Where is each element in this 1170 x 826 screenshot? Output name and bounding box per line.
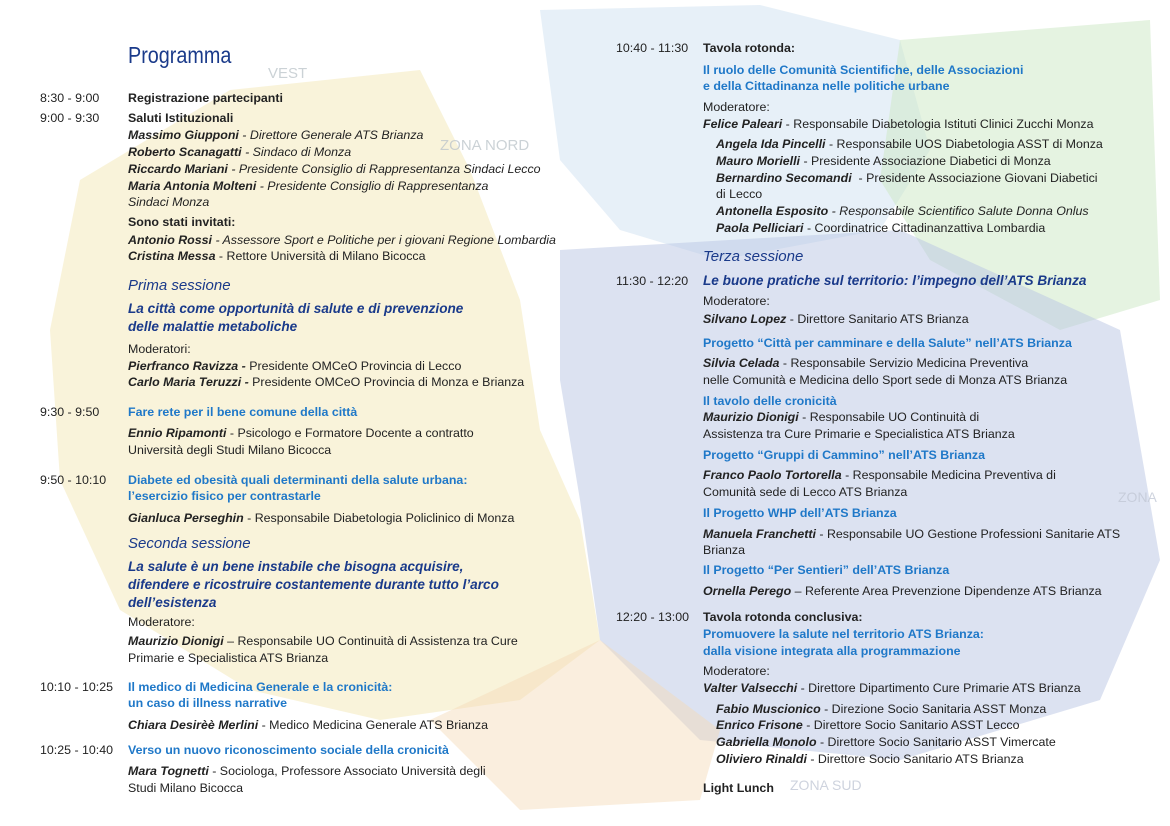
time-1040: 10:40 - 11:30	[616, 41, 689, 55]
time-830: 8:30 - 9:00	[40, 91, 100, 105]
time-1220: 12:20 - 13:00	[616, 610, 690, 624]
speaker-name: Riccardo Mariani	[128, 162, 228, 176]
moderator-line	[703, 680, 1081, 696]
speaker-name: Gabriella Monolo	[716, 735, 817, 749]
speaker-role: - Presidente Consiglio di Rappresentanza	[259, 179, 489, 193]
speaker-role: - Direttore Generale ATS Brianza	[242, 128, 424, 142]
saluti-heading: Saluti Istituzionali	[128, 111, 234, 125]
speaker-role: Presidente OMCeO Provincia di Lecco	[249, 359, 462, 373]
speaker-line	[128, 178, 488, 194]
panel-line	[716, 751, 1024, 767]
prima-sessione-label: Prima sessione	[128, 277, 231, 294]
speaker-name: Chiara Desirèè Merlini	[128, 718, 259, 732]
talk-title: Il ruolo delle Comunità Scientifiche, delle Associazioni	[703, 63, 1024, 77]
registrazione-heading: Registrazione partecipanti	[128, 91, 283, 105]
speaker-name: Angela Ida Pincelli	[716, 137, 826, 151]
speaker-role-cont: Università degli Studi Milano Bicocca	[128, 443, 332, 457]
moderator-line	[703, 116, 1094, 132]
speaker-role-cont: Assistenza tra Cure Primarie e Specialistica ATS Brianza	[703, 427, 1015, 441]
speaker-role: - Presidente Consiglio di Rappresentanza Sindaci Lecco	[231, 162, 541, 176]
talk-title-2: un caso di illness narrative	[128, 696, 288, 710]
speaker-role-cont: Primarie e Specialistica ATS Brianza	[128, 651, 329, 665]
speaker-line	[128, 425, 474, 441]
speaker-name: Paola Pelliciari	[716, 221, 804, 235]
time-950: 9:50 - 10:10	[40, 473, 107, 487]
speaker-name: Oliviero Rinaldi	[716, 752, 807, 766]
moderator-line	[703, 311, 969, 327]
speaker-role: - Direttore Dipartimento Cure Primarie ATS Brianza	[800, 681, 1081, 695]
time-1025: 10:25 - 10:40	[40, 743, 114, 757]
moderator-line	[128, 358, 461, 374]
time-1010: 10:10 - 10:25	[40, 680, 114, 694]
speaker-role-cont: Studi Milano Bicocca	[128, 781, 244, 795]
speaker-role: - Coordinatrice Cittadinanzattiva Lombardia	[806, 221, 1046, 235]
speaker-name: Silvano Lopez	[703, 312, 787, 326]
speaker-name: Silvia Celada	[703, 356, 780, 370]
speaker-line	[703, 409, 979, 425]
speaker-role: - Psicologo e Formatore Docente a contratto	[229, 426, 474, 440]
panel-line	[716, 717, 1020, 733]
speaker-role: - Responsabile UO Continuità di	[802, 410, 980, 424]
speaker-role: - Responsabile Medicina Preventiva di	[845, 468, 1056, 482]
speaker-line	[128, 232, 556, 248]
speaker-line	[703, 526, 1120, 542]
speaker-role: - Direttore Socio Sanitario ATS Brianza	[810, 752, 1024, 766]
moderator-line	[128, 633, 518, 649]
speaker-role-cont: Sindaci Monza	[128, 195, 210, 209]
talk-title-2: dalla visione integrata alla programmazione	[703, 644, 961, 658]
speaker-name: Valter Valsecchi	[703, 681, 798, 695]
moderatori-label: Moderatori:	[128, 342, 191, 356]
terza-sessione-label: Terza sessione	[703, 248, 804, 265]
speaker-role: - Presidente Associazione Diabetici di Monza	[803, 154, 1051, 168]
project-title: Il Progetto “Per Sentieri” dell’ATS Brianza	[703, 563, 950, 577]
speaker-line	[128, 248, 426, 264]
page-title: Programma	[128, 42, 232, 68]
speaker-name: Manuela Franchetti	[703, 527, 816, 541]
tavola-rotonda-heading: Tavola rotonda:	[703, 41, 796, 55]
panel-line	[716, 170, 1098, 186]
speaker-line	[128, 127, 423, 143]
speaker-name: Mauro Morielli	[716, 154, 800, 168]
speaker-name: Gianluca Perseghin	[128, 511, 244, 525]
speaker-name: Maurizio Dionigi	[703, 410, 799, 424]
speaker-name: Bernardino Secomandi	[716, 171, 852, 185]
speaker-role: - Direttore Socio Sanitario ASST Vimercate	[819, 735, 1056, 749]
speaker-line	[128, 510, 514, 526]
speaker-name: Maurizio Dionigi	[128, 634, 224, 648]
speaker-name: Massimo Giupponi	[128, 128, 239, 142]
speaker-role: - Assessore Sport e Politiche per i giovani Regione Lombardia	[215, 233, 556, 247]
map-label-zona: ZONA	[1118, 489, 1157, 505]
speaker-role: – Referente Area Prevenzione Dipendenze ATS Brianza	[794, 584, 1102, 598]
talk-title-2: l’esercizio fisico per contrastarle	[128, 489, 321, 503]
speaker-line	[128, 161, 541, 177]
panel-line	[716, 153, 1051, 169]
speaker-role: - Direzione Socio Sanitaria ASST Monza	[824, 702, 1047, 716]
speaker-role: - Sindaco di Monza	[245, 145, 352, 159]
map-label-vest: VEST	[268, 65, 308, 82]
project-title: Il tavolo delle cronicità	[703, 394, 837, 408]
speaker-role-cont: Brianza	[703, 543, 746, 557]
speaker-name: Franco Paolo Tortorella	[703, 468, 842, 482]
project-title: Il Progetto WHP dell’ATS Brianza	[703, 506, 897, 520]
speaker-role-cont: di Lecco	[716, 187, 763, 201]
moderatore-label: Moderatore:	[703, 100, 770, 114]
speaker-role: - Sociologa, Professore Associato Università degli	[212, 764, 486, 778]
seconda-sessione-title-3: dell’esistenza	[128, 595, 217, 610]
speaker-line	[128, 763, 486, 779]
talk-title: Verso un nuovo riconoscimento sociale della cronicità	[128, 743, 449, 757]
speaker-role: Presidente OMCeO Provincia di Monza e Brianza	[252, 375, 525, 389]
speaker-role-cont: Comunità sede di Lecco ATS Brianza	[703, 485, 908, 499]
panel-line	[716, 136, 1103, 152]
speaker-name: Carlo Maria Teruzzi -	[128, 375, 249, 389]
terza-sessione-title: Le buone pratiche sul territorio: l’impegno dell’ATS Brianza	[703, 273, 1087, 288]
panel-line	[716, 203, 1089, 219]
speaker-name: Pierfranco Ravizza -	[128, 359, 246, 373]
speaker-role: - Responsabile Scientifico Salute Donna Onlus	[831, 204, 1089, 218]
speaker-name: Ornella Perego	[703, 584, 792, 598]
project-title: Progetto “Città per camminare e della Salute” nell’ATS Brianza	[703, 336, 1072, 350]
map-label-zona-sud: ZONA SUD	[790, 777, 862, 793]
moderator-line	[128, 374, 524, 390]
speaker-role: - Direttore Socio Sanitario ASST Lecco	[806, 718, 1020, 732]
speaker-name: Enrico Frisone	[716, 718, 803, 732]
speaker-role: - Presidente Associazione Giovani Diabetici	[858, 171, 1098, 185]
panel-line	[716, 734, 1056, 750]
speaker-name: Felice Paleari	[703, 117, 783, 131]
talk-title: Il medico di Medicina Generale e la cronicità:	[128, 680, 393, 694]
speaker-role: - Responsabile UOS Diabetologia ASST di Monza	[828, 137, 1103, 151]
speaker-role: - Direttore Sanitario ATS Brianza	[789, 312, 969, 326]
talk-title: Diabete ed obesità quali determinanti della salute urbana:	[128, 473, 468, 487]
speaker-name: Maria Antonia Molteni	[128, 179, 257, 193]
talk-title: Promuovere la salute nel territorio ATS Brianza:	[703, 627, 984, 641]
speaker-name: Antonella Esposito	[716, 204, 829, 218]
speaker-line	[703, 583, 1102, 599]
map-label-zona-nord: ZONA NORD	[440, 137, 530, 154]
invitati-heading: Sono stati invitati:	[128, 215, 236, 229]
speaker-name: Mara Tognetti	[128, 764, 209, 778]
speaker-line	[128, 717, 488, 733]
panel-line	[716, 220, 1045, 236]
seconda-sessione-title-2: difendere e ricostruire costantemente durante tutto l’arco	[128, 577, 499, 592]
speaker-name: Antonio Rossi	[128, 233, 212, 247]
speaker-role: - Responsabile Diabetologia Policlinico di Monza	[247, 511, 515, 525]
speaker-role: - Rettore Università di Milano Bicocca	[218, 249, 426, 263]
speaker-role: - Responsabile UO Gestione Professioni Sanitarie ATS	[819, 527, 1121, 541]
light-lunch: Light Lunch	[703, 781, 774, 795]
moderatore-label: Moderatore:	[703, 664, 770, 678]
speaker-line	[703, 467, 1056, 483]
time-930: 9:30 - 9:50	[40, 405, 100, 419]
moderatore-label: Moderatore:	[128, 615, 195, 629]
time-1130: 11:30 - 12:20	[616, 274, 689, 288]
speaker-role-cont: nelle Comunità e Medicina dello Sport sede di Monza ATS Brianza	[703, 373, 1068, 387]
speaker-line	[128, 144, 351, 160]
talk-title: Fare rete per il bene comune della città	[128, 405, 358, 419]
talk-title-2: e della Cittadinanza nelle politiche urbane	[703, 79, 950, 93]
speaker-role: – Responsabile UO Continuità di Assistenza tra Cure	[227, 634, 518, 648]
speaker-name: Ennio Ripamonti	[128, 426, 227, 440]
project-title: Progetto “Gruppi di Cammino” nell’ATS Brianza	[703, 448, 986, 462]
speaker-role: - Responsabile Diabetologia Istituti Clinici Zucchi Monza	[785, 117, 1094, 131]
panel-line	[716, 701, 1046, 717]
prima-sessione-title-2: delle malattie metaboliche	[128, 319, 298, 334]
prima-sessione-title: La città come opportunità di salute e di prevenzione	[128, 301, 464, 316]
seconda-sessione-title: La salute è un bene instabile che bisogna acquisire,	[128, 559, 464, 574]
speaker-role: - Responsabile Servizio Medicina Preventiva	[782, 356, 1029, 370]
speaker-name: Fabio Muscionico	[716, 702, 821, 716]
speaker-line	[703, 355, 1028, 371]
moderatore-label: Moderatore:	[703, 294, 770, 308]
tavola-conclusiva-heading: Tavola rotonda conclusiva:	[703, 610, 863, 624]
seconda-sessione-label: Seconda sessione	[128, 535, 251, 552]
speaker-name: Cristina Messa	[128, 249, 216, 263]
speaker-name: Roberto Scanagatti	[128, 145, 242, 159]
time-900: 9:00 - 9:30	[40, 111, 100, 125]
speaker-role: - Medico Medicina Generale ATS Brianza	[261, 718, 488, 732]
